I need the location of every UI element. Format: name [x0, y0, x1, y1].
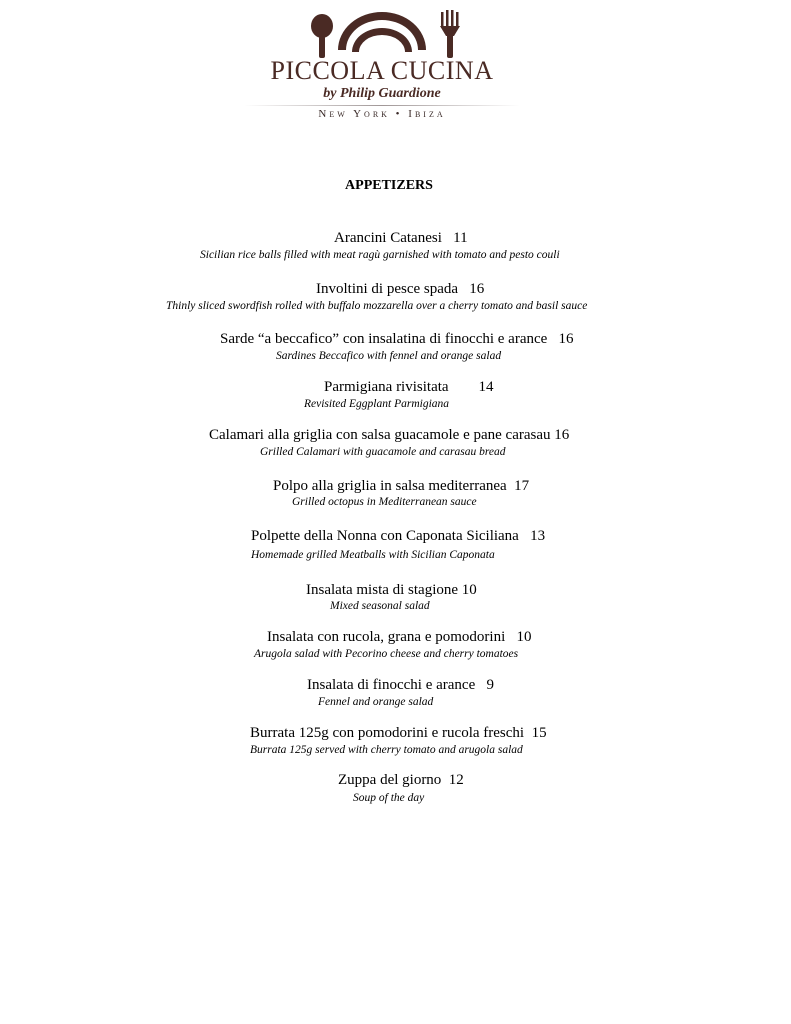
menu-item-description: Arugola salad with Pecorino cheese and cherry tomatoes: [254, 648, 519, 660]
logo-divider: [244, 105, 520, 106]
menu-item-description: Grilled Calamari with guacamole and carasau bread: [260, 446, 506, 458]
menu-item-name: Polpo alla griglia in salsa mediterranea 17: [273, 478, 530, 494]
menu-item-name: Involtini di pesce spada 16: [316, 281, 485, 297]
utensil-arch-icon: [240, 6, 524, 62]
menu-item-description: Sicilian rice balls filled with meat ragù garnished with tomato and pesto couli: [200, 249, 560, 261]
menu-item-name: Sarde “a beccafico” con insalatina di finocchi e arance 16: [220, 331, 574, 347]
menu-item-description: Thinly sliced swordfish rolled with buffalo mozzarella over a cherry tomato and basil sauce: [166, 300, 588, 312]
menu-item-name: Burrata 125g con pomodorini e rucola freschi 15: [250, 725, 547, 741]
menu-item-description: Fennel and orange salad: [318, 696, 434, 708]
section-title: APPETIZERS: [345, 178, 433, 193]
menu-item-name: Insalata con rucola, grana e pomodorini 10: [267, 629, 532, 645]
restaurant-logo: [240, 6, 524, 118]
menu-item-description: Revisited Eggplant Parmigiana: [304, 398, 450, 410]
menu-item-description: Homemade grilled Meatballs with Sicilian Caponata: [251, 549, 495, 561]
menu-item-name: Calamari alla griglia con salsa guacamole e pane carasau 16: [209, 427, 570, 443]
menu-item-name: Polpette della Nonna con Caponata Siciliana 13: [251, 528, 546, 544]
menu-item-description: Soup of the day: [353, 792, 425, 804]
menu-item-name: Insalata mista di stagione 10: [306, 582, 477, 598]
menu-item-description: Sardines Beccafico with fennel and orange salad: [276, 350, 502, 362]
restaurant-locations: New York • Ibiza: [318, 108, 446, 120]
menu-item-name: Arancini Catanesi 11: [334, 230, 468, 246]
menu-item-description: Burrata 125g served with cherry tomato and arugola salad: [250, 744, 523, 756]
restaurant-name: PICCOLA CUCINA: [270, 56, 494, 85]
menu-item-description: Mixed seasonal salad: [330, 600, 430, 612]
menu-item-description: Grilled octopus in Mediterranean sauce: [292, 496, 477, 508]
restaurant-byline: by Philip Guardione: [323, 86, 441, 101]
menu-item-name: Parmigiana rivisitata 14: [324, 379, 494, 395]
menu-item-name: Insalata di finocchi e arance 9: [307, 677, 494, 693]
menu-item-name: Zuppa del giorno 12: [338, 772, 464, 788]
